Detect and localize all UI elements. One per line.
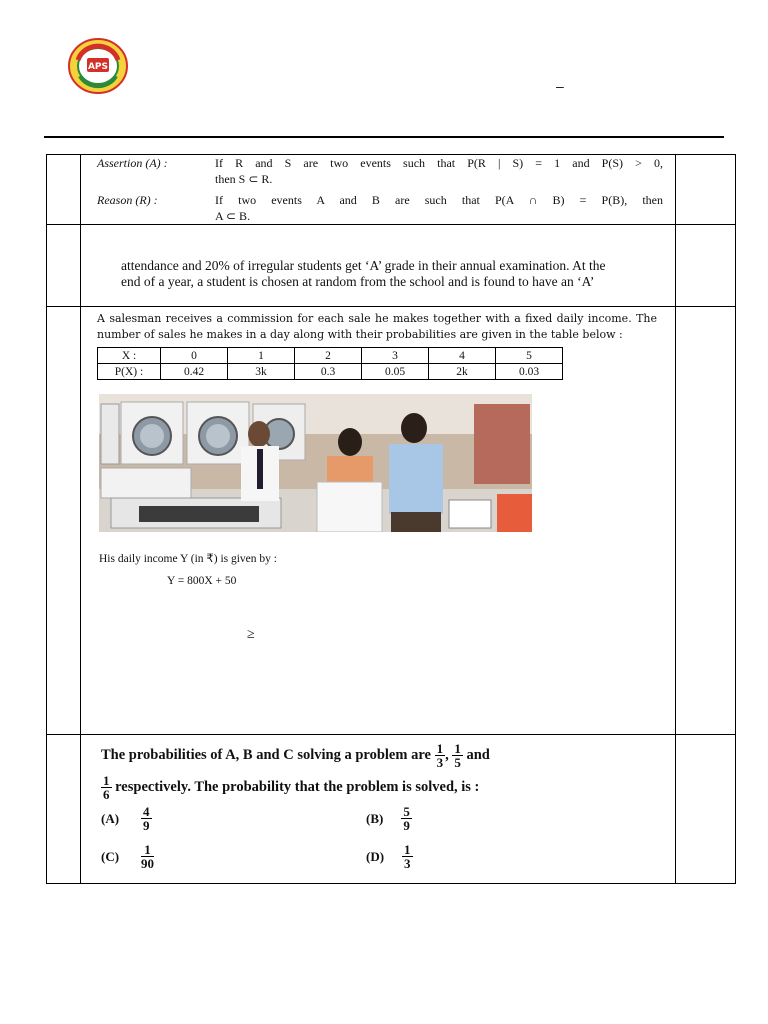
question-content-cell (81, 307, 676, 735)
x-row (98, 348, 563, 364)
fraction: $\frac{1}{3}$ (436, 741, 444, 771)
probability-question-line1: The probabilities of A, B and C solving a problem are $\frac{1}{3}$ , $\frac{1}{5}$ and (101, 741, 490, 771)
assertion-text: If R and S are two events such that P(R | S) = 1 and P(S) > 0, (215, 156, 663, 170)
question-row-salesman (47, 307, 736, 735)
x-label: X : (98, 348, 161, 364)
fraction: $\frac{1}{3}$ (404, 842, 411, 871)
grade-question-line2: end of a year, a student is chosen at random from the school and is found to have an ‘A’ (121, 274, 595, 289)
question-row-grade (47, 225, 736, 307)
x-value: 5 (496, 348, 563, 364)
question-number-cell (47, 225, 81, 307)
marks-cell (676, 735, 736, 884)
x-value: 1 (228, 348, 295, 364)
question-table (46, 154, 736, 884)
marks-cell (676, 225, 736, 307)
fraction: $\frac{4}{9}$ (143, 804, 150, 833)
question-row-probability (47, 735, 736, 884)
x-value: 4 (429, 348, 496, 364)
assertion-label: Assertion (A) : (97, 156, 168, 170)
question-content-cell (81, 225, 676, 307)
option-d[interactable]: (D) $\frac{1}{3}$ (366, 842, 411, 871)
salesman-intro: A salesman receives a commission for each sale he makes together with a fixed daily income. The number of sales he makes in a day along with their probabilities are given in the table below : (97, 312, 657, 341)
question-number-cell (47, 155, 81, 225)
marks-cell (676, 307, 736, 735)
question-row-assertion (47, 155, 736, 225)
fraction: $\frac{1}{6}$ (103, 773, 110, 803)
fraction: $\frac{5}{9}$ (403, 804, 410, 833)
option-a[interactable]: (A) $\frac{4}{9}$ (101, 804, 150, 833)
assertion-text-cont: then S ⊂ R. (215, 172, 273, 186)
inequality-symbol: ≥ (247, 627, 255, 642)
marks-cell (676, 155, 736, 225)
reason-text-cont: A ⊂ B. (215, 209, 251, 223)
x-value: 0 (161, 348, 228, 364)
question-content-cell (81, 155, 676, 225)
question-number-cell (47, 307, 81, 735)
p-value: 3k (228, 364, 295, 380)
p-value: 0.42 (161, 364, 228, 380)
p-value: 0.03 (496, 364, 563, 380)
probability-question-and: and (466, 747, 490, 763)
fraction: $\frac{1}{90}$ (141, 842, 155, 871)
probability-question-line2 (101, 771, 665, 803)
school-logo (68, 38, 128, 94)
question-content-cell (81, 735, 676, 884)
question-number-cell (47, 735, 81, 884)
header-dash: – (556, 78, 564, 94)
option-c[interactable]: (C) $\frac{1}{90}$ (101, 842, 155, 871)
p-row (98, 364, 563, 380)
p-value: 2k (429, 364, 496, 380)
p-value: 0.3 (295, 364, 362, 380)
income-formula: Y = 800X + 50 (167, 575, 237, 587)
grade-question-line1: attendance and 20% of irregular students get ‘A’ grade in their annual examination. At the (121, 258, 606, 273)
answer-options (101, 803, 675, 883)
x-value: 3 (362, 348, 429, 364)
p-value: 0.05 (362, 364, 429, 380)
probability-question-text: The probabilities of A, B and C solving a problem are (101, 747, 431, 763)
x-value: 2 (295, 348, 362, 364)
header-rule (44, 136, 724, 138)
probability-question-text: respectively. The probability that the problem is solved, is : (115, 779, 480, 795)
fraction: $\frac{1}{5}$ (454, 741, 461, 771)
option-b[interactable]: (B) $\frac{5}{9}$ (366, 804, 410, 833)
logo-initials: APS (87, 62, 109, 72)
reason-label: Reason (R) : (97, 193, 158, 207)
reason-text: If two events A and B are such that P(A ∩ B) = P(B), then (215, 193, 663, 207)
probability-table (97, 347, 563, 380)
income-text: His daily income Y (in ₹) is given by : (99, 553, 277, 565)
salesman-photo (99, 394, 532, 532)
p-label: P(X) : (98, 364, 161, 380)
